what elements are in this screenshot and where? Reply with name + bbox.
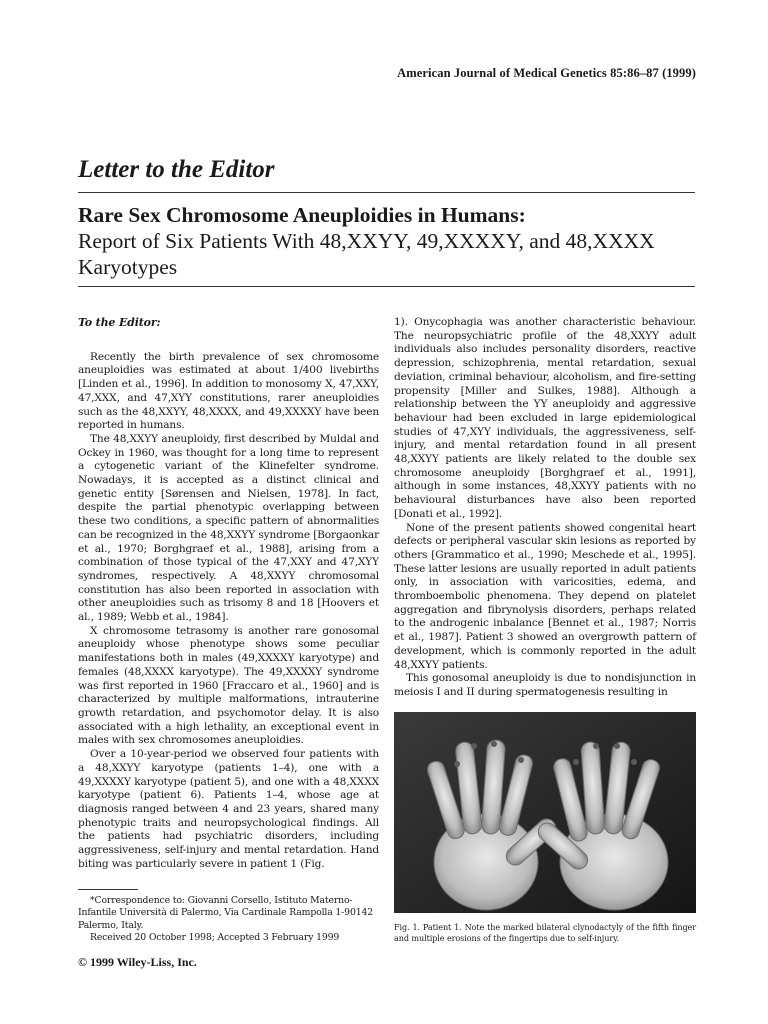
- journal-header: American Journal of Medical Genetics 85:86–87 (1999): [397, 66, 696, 80]
- title-sub: Report of Six Patients With 48,XXYY, 49,XXXXY, and 48,XXXX Karyotypes: [78, 229, 655, 279]
- salutation: To the Editor:: [78, 316, 161, 329]
- paragraph: None of the present patients showed congenital heart defects or peripheral vascular skin lesions as reported by others [Grammatico et al., 1990; Meschede et al., 1995]. These latter lesions are usually reported in adult patients only, in association with varicosities, edema, and thromboembolic phenomena. They depend on platelet aggregation and fibrynolysis disorders, perhaps related to the androgenic inbalance [Bennet et al., 1987; Norris et al., 1987]. Patient 3 showed an overgrowth pattern of development, which is commonly reported in the adult 48,XXYY patients.: [394, 521, 696, 671]
- footnote-rule: [78, 889, 138, 890]
- left-column: [78, 316, 379, 871]
- title-rule-top: [78, 192, 695, 193]
- received-dates: Received 20 October 1998; Accepted 3 February 1999: [90, 931, 340, 943]
- footnote: [78, 895, 379, 944]
- copyright: © 1999 Wiley-Liss, Inc.: [78, 955, 197, 969]
- article-title: [78, 202, 695, 280]
- section-label: Letter to the Editor: [78, 156, 275, 183]
- correspondence-note: *Correspondence to: Giovanni Corsello, Istituto Materno-Infantile Università di Palermo, Via Cardinale Rampolla 1-90142 Palermo, Italy.: [78, 895, 374, 931]
- hands-photo-icon: [394, 712, 696, 913]
- paragraph: 1). Onycophagia was another characteristic behaviour. The neuropsychiatric profile of the 48,XXYY adult individuals also includes personality disorders, reactive depression, schizophrenia, mental retardation, sexual deviation, criminal behaviour, alcoholism, and fire-setting propensity [Miller and Sulkes, 1988]. Although a relationship between the YY aneuploidy and aggressive behaviour had been excluded in large epidemiological studies of 47,XYY individuals, the aggressiveness, self-injury, and mental retardation found in all present 48,XXYY patients are likely related to the double sex chromosome aneuploidy [Borghgraef et al., 1991], although in some instances, 48,XXYY patients with no behavioural disturbances have also been reported [Donati et al., 1992].: [394, 316, 696, 520]
- figure-caption: Fig. 1. Patient 1. Note the marked bilateral clynodactyly of the fifth finger and multiple erosions of the fingertips due to self-injury.: [394, 922, 696, 944]
- paragraph: Recently the birth prevalence of sex chromosome aneuploidies was estimated at about 1/400 livebirths [Linden et al., 1996]. In addition to monosomy X, 47,XXY, 47,XXX, and 47,XYY constitutions, rarer aneuploidies such as the 48,XXYY, 48,XXXX, and 49,XXXXY have been reported in humans.: [78, 350, 379, 432]
- title-main: Rare Sex Chromosome Aneuploidies in Humans:: [78, 203, 526, 227]
- paragraph: This gonosomal aneuploidy is due to nondisjunction in meiosis I and II during spermatogenesis resulting in: [394, 672, 696, 698]
- paragraph: Over a 10-year-period we observed four patients with a 48,XXYY karyotype (patients 1–4), one with a 49,XXXXY karyotype (patient 5), and one with a 48,XXXX karyotype (patient 6). Patients 1–4, whose age at diagnosis ranged between 4 and 23 years, shared many phenotypic traits and neuropsychological findings. All the patients had psychiatric disorders, including aggressiveness, self-injury and mental retardation. Hand biting was particularly severe in patient 1 (Fig.: [78, 748, 379, 870]
- paragraph: X chromosome tetrasomy is another rare gonosomal aneuploidy whose phenotype shows some peculiar manifestations both in males (49,XXXXY karyotype) and females (48,XXXX karyotype). The 49,XXXXY syndrome was first reported in 1960 [Fraccaro et al., 1960] and is characterized by multiple malformations, intrauterine growth retardation, and psychomotor delay. It is also associated with a high lethality, an exceptional event in males with sex chromosomes aneuploidies.: [78, 624, 379, 747]
- paragraph: The 48,XXYY aneuploidy, first described by Muldal and Ockey in 1960, was thought for a long time to represent a cytogenetic variant of the Klinefelter syndrome. Nowadays, it is accepted as a distinct clinical and genetic entity [Sørensen and Nielsen, 1978]. In fact, despite the partial phenotypic overlapping between these two conditions, a specific pattern of abnormalities can be recognized in the 48,XXYY syndrome [Borgaonkar et al., 1970; Borghgraef et al., 1988], arising from a combination of those typical of the 47,XXY and 47,XYY syndromes, respectively. A 48,XXYY chromosomal constitution has also been reported in association with other aneuploidies such as trisomy 8 and 18 [Hoovers et al., 1989; Webb et al., 1984].: [78, 432, 379, 624]
- figure-hands-photo: [394, 712, 696, 913]
- title-rule-bottom: [78, 286, 695, 287]
- right-column: [394, 316, 696, 700]
